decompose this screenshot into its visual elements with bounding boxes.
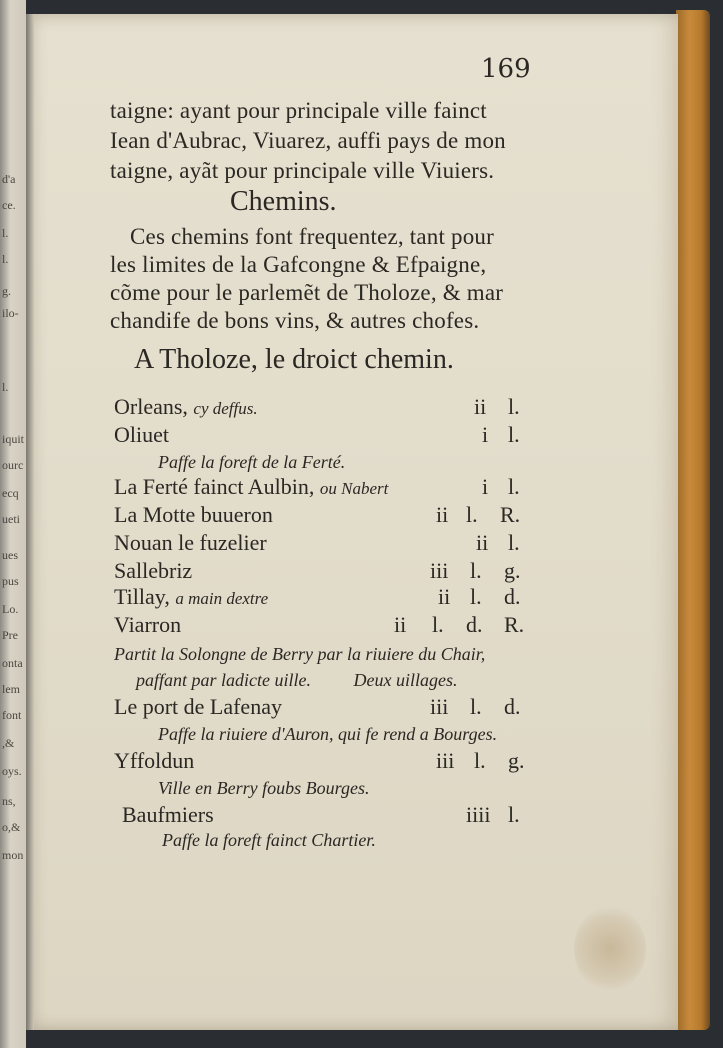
foxing-stain [574, 906, 646, 992]
distance-mark: R. [504, 612, 525, 637]
route-note: Partit la Solongne de Berry par la riuiere du Chair, [114, 644, 486, 664]
place-name: Sallebriz [114, 558, 193, 583]
distance: ii [474, 394, 487, 419]
distance-unit: l. [508, 474, 520, 499]
route-entry [114, 474, 388, 500]
margin-fragment: mon [2, 848, 24, 862]
margin-fragment: iquit [2, 432, 25, 446]
distance-mark: g. [504, 558, 521, 583]
facing-page-edge [0, 0, 26, 1048]
distance-unit: l. [508, 422, 520, 447]
place-note: a main dextre [175, 589, 269, 608]
intro-line: Iean d'Aubrac, Viuarez, auffi pays de mon [110, 128, 506, 153]
distance: ii [394, 612, 407, 637]
route-entry [114, 748, 194, 774]
distance: i [482, 422, 489, 447]
route-entry [122, 802, 214, 828]
margin-fragment: lem [2, 682, 20, 696]
margin-fragment: l. [2, 226, 9, 240]
route-entry [114, 502, 273, 528]
page-gutter [26, 14, 34, 1030]
route-entry [114, 422, 169, 448]
margin-fragment: ecq [2, 486, 19, 500]
margin-fragment: ilo- [2, 306, 19, 320]
distance: iii [430, 694, 449, 719]
distance-unit: l. [470, 558, 482, 583]
place-note: cy deffus. [193, 399, 258, 418]
route-entry [114, 558, 192, 584]
place-name: Oliuet [114, 422, 169, 447]
margin-fragment: ,& [2, 736, 15, 750]
place-name: Nouan le fuzelier [114, 530, 267, 555]
section-line: chandife de bons vins, & autres chofes. [110, 308, 480, 333]
distance-unit: l. [470, 694, 482, 719]
place-name: Yffoldun [114, 748, 195, 773]
route-entry [114, 612, 181, 638]
distance-unit: l. [508, 530, 520, 555]
margin-fragment: ce. [2, 198, 16, 212]
route-note: Paffe la riuiere d'Auron, qui fe rend a Bourges. [158, 724, 498, 744]
section-line: les limites de la Gafcongne & Efpaigne, [110, 252, 487, 277]
distance-mark: R. [500, 502, 521, 527]
margin-fragment: oys. [2, 764, 22, 778]
distance-mark: d. [466, 612, 483, 637]
place-name: Viarron [114, 612, 182, 637]
distance: iii [436, 748, 455, 773]
margin-fragment: ns, [2, 794, 16, 808]
distance-unit: l. [508, 802, 520, 827]
route-entry [114, 584, 268, 610]
margin-fragment: Pre [2, 628, 18, 642]
route-note: Ville en Berry foubs Bourges. [158, 778, 370, 798]
distance-unit: l. [474, 748, 486, 773]
distance: ii [438, 584, 451, 609]
place-name: Baufmiers [122, 802, 214, 827]
book-page [26, 14, 678, 1030]
place-note: ou Nabert [319, 479, 389, 498]
section-line: cõme pour le parlemẽt de Tholoze, & mar [110, 280, 504, 305]
route-note-text: Deux uillages. [353, 670, 458, 690]
distance: ii [476, 530, 489, 555]
place-name: Le port de Lafenay [114, 694, 282, 719]
margin-fragment: d'a [2, 172, 16, 186]
route-entry [114, 530, 267, 556]
distance-unit: l. [508, 394, 520, 419]
distance-mark: d. [504, 694, 521, 719]
intro-line: taigne: ayant pour principale ville fainct [110, 98, 487, 123]
place-name: La Ferté fainct Aulbin, [114, 474, 315, 499]
distance-unit: l. [470, 584, 482, 609]
distance-mark: d. [504, 584, 521, 609]
section-heading: Chemins. [230, 186, 337, 217]
margin-fragment: Lo. [2, 602, 19, 616]
margin-fragment: l. [2, 380, 9, 394]
route-note: Paffe la foreft de la Ferté. [158, 452, 346, 472]
margin-fragment: l. [2, 252, 9, 266]
margin-fragment: onta [2, 656, 23, 670]
distance-mark: g. [508, 748, 525, 773]
route-note [136, 670, 457, 691]
margin-fragment: font [2, 708, 22, 722]
distance: iiii [466, 802, 491, 827]
route-title: A Tholoze, le droict chemin. [134, 344, 454, 375]
route-note: Paffe la foreft fainct Chartier. [162, 830, 376, 850]
distance: iii [430, 558, 449, 583]
distance: i [482, 474, 489, 499]
distance-unit: l. [432, 612, 444, 637]
margin-fragment: ues [2, 548, 18, 562]
section-line: Ces chemins font frequentez, tant pour [130, 224, 494, 249]
place-name: Tillay, [114, 584, 170, 609]
margin-fragment: g. [2, 284, 11, 298]
route-note-text: paffant par ladicte uille. [136, 670, 311, 690]
margin-fragment: pus [2, 574, 19, 588]
route-entry [114, 694, 282, 720]
distance: ii [436, 502, 449, 527]
place-name: Orleans, [114, 394, 188, 419]
margin-fragment: ourc [2, 458, 24, 472]
page-number: 169 [481, 54, 531, 84]
gilt-fore-edge [676, 10, 710, 1030]
distance-unit: l. [466, 502, 478, 527]
route-entry [114, 394, 258, 420]
place-name: La Motte buueron [114, 502, 273, 527]
margin-fragment: o,& [2, 820, 21, 834]
margin-fragment: ueti [2, 512, 20, 526]
intro-line: taigne, ayãt pour principale ville Viuiers. [110, 158, 495, 183]
